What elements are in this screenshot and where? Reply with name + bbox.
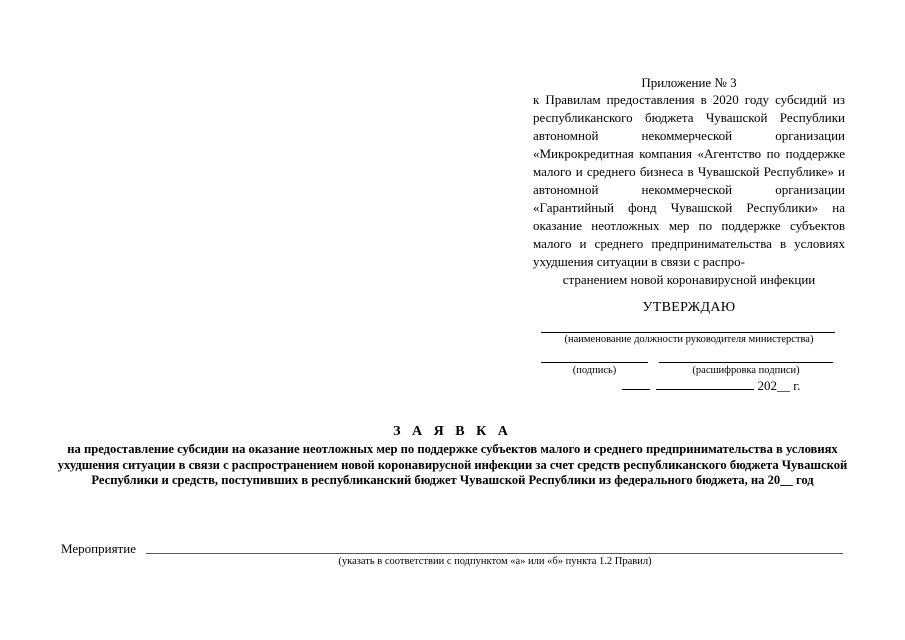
event-hint: (указать в соответствии с подпунктом «а» или «б» пункта 1.2 Правил) [338, 556, 652, 567]
event-line [146, 553, 843, 554]
appendix-text-last-line: странением новой коронавирусной инфекции [562, 272, 816, 287]
position-line [541, 332, 835, 333]
date-month-blank [656, 377, 754, 390]
decoding-caption: (расшифровка подписи) [692, 365, 800, 376]
application-subtitle: на предоставление субсидии на оказание неотложных мер по поддержке субъектов малого и среднего предпринимательства в условиях ухудшения ситуации в связи с распространением новой коронавирусной инфекции за счет средств республиканского бюджета Чувашской Республики и средств, поступивших в республиканский бюджет Чувашской Республики из федерального бюджета, на 20__ год [57, 442, 848, 487]
position-caption: (наименование должности руководителя министерства) [564, 334, 814, 345]
event-label: Мероприятие [61, 541, 136, 556]
signature-line [541, 362, 648, 363]
date-year: 202__ г. [757, 378, 801, 393]
approval-heading: УТВЕРЖДАЮ [642, 300, 736, 315]
appendix-title: Приложение № 3 [641, 75, 737, 90]
appendix-text-body: к Правилам предоставления в 2020 году субсидий из республиканского бюджета Чувашской Республики автономной некоммерческой организации «Микрокредитная компания «Агентство по поддержке малого и среднего бизнеса в Чувашской Республике» и автономной некоммерческой организации «Гарантийный фонд Чувашской Республики» на оказание неотложных мер по поддержке субъектов малого и среднего предпринимательства в условиях ухудшения ситуации в связи с распро- [533, 92, 845, 269]
signature-caption: (подпись) [572, 365, 617, 376]
appendix-text [533, 91, 845, 289]
decoding-line [659, 362, 833, 363]
application-title: З А Я В К А [393, 424, 512, 439]
approval-date [622, 377, 800, 394]
date-day-blank [622, 377, 650, 390]
